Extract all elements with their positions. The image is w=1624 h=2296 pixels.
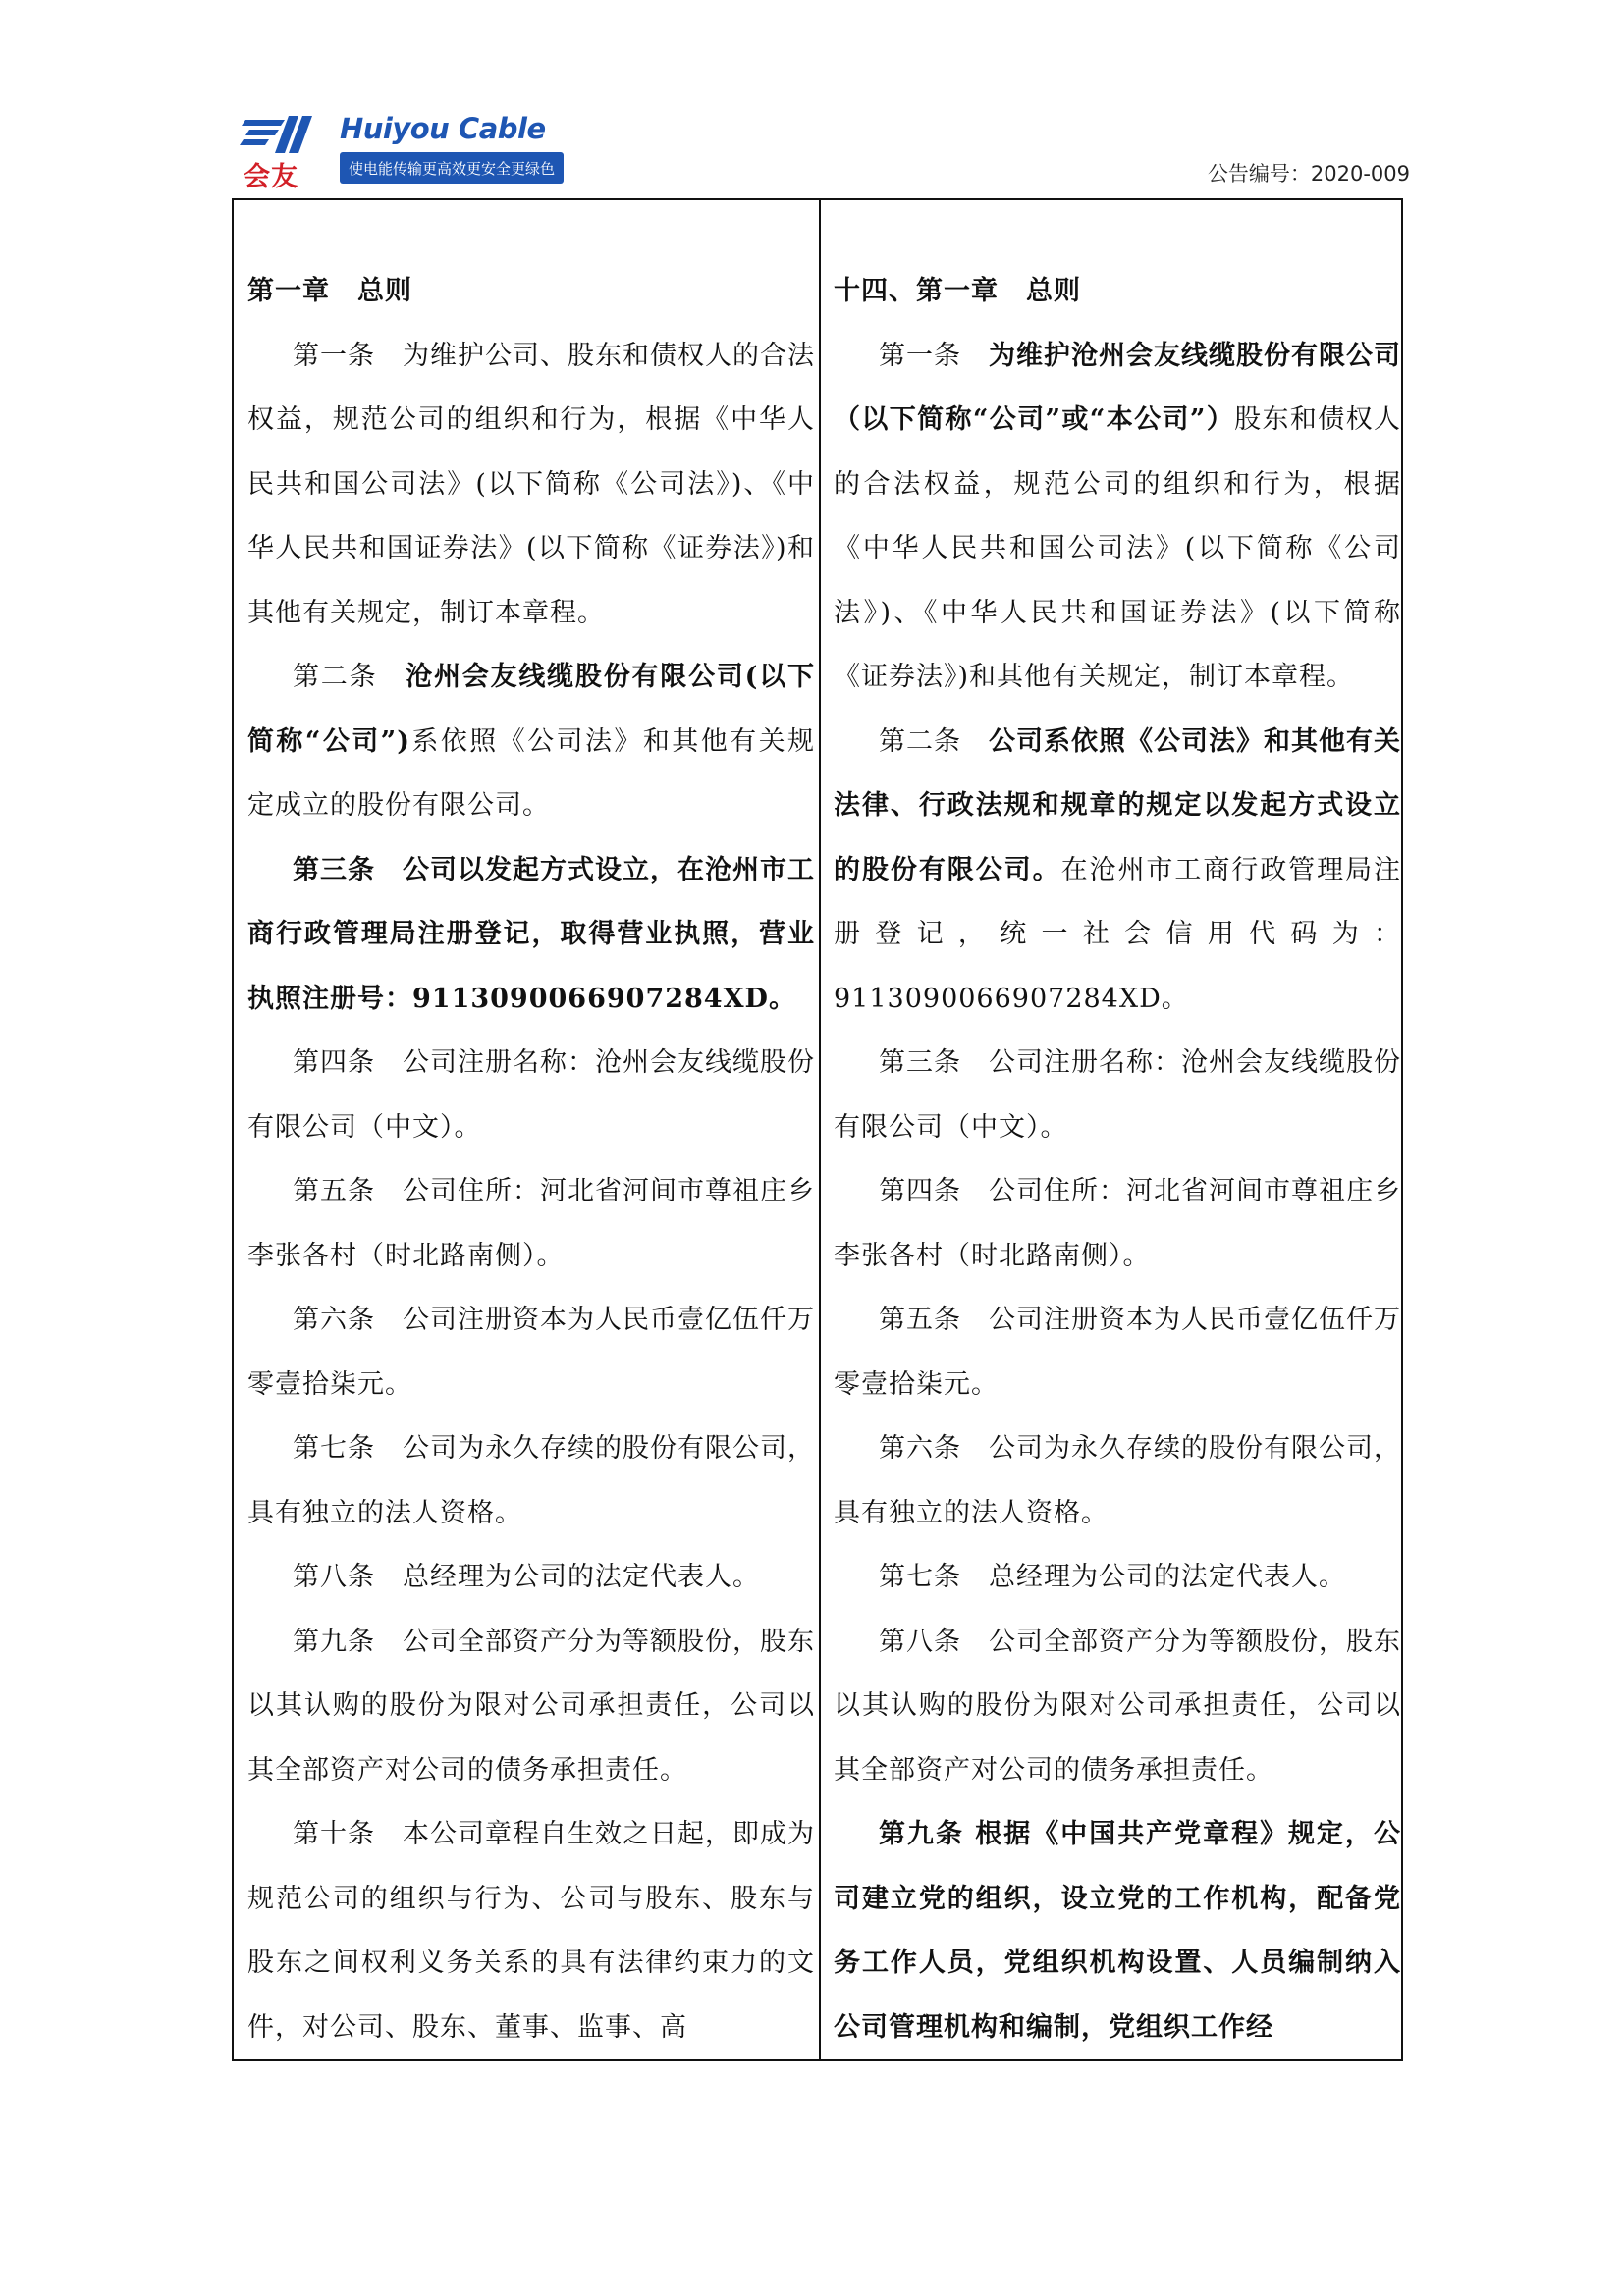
article-paragraph — [247, 645, 815, 838]
article-paragraph: 第八条 公司全部资产分为等额股份，股东以其认购的股份为限对公司承担责任，公司以其全部资产对公司的债务承担责任。 — [834, 1626, 1401, 1786]
article-paragraph: 第七条 总经理为公司的法定代表人。 — [879, 1562, 1346, 1592]
article-text: 股东和债权人的合法权益，规范公司的组织和行为，根据《中华人民共和国公司法》(以下简称《公司法》)、《中华人民共和国证券法》(以下简称《证券法》)和其他有关规定，制订本章程。 — [834, 404, 1401, 692]
article-paragraph: 第四条 公司注册名称：沧州会友线缆股份有限公司（中文）。 — [247, 1047, 815, 1143]
chapter-heading: 第一章 总则 — [247, 276, 412, 306]
article-paragraph: 第五条 公司注册资本为人民币壹亿伍仟万零壹拾柒元。 — [834, 1305, 1401, 1400]
logo-slogan-box — [340, 152, 564, 184]
article-bold-text: 沧州会友线缆股份有限公司(以下简称“公司”) — [247, 662, 816, 757]
article-paragraph: 第三条 公司以发起方式设立，在沧州市工商行政管理局注册登记，取得营业执照，营业执照注册号：9113090066907284XD。 — [247, 854, 815, 1014]
article-number: 第一条 — [879, 340, 989, 371]
article-paragraph — [834, 324, 1401, 710]
article-paragraph: 第十条 本公司章程自生效之日起，即成为规范公司的组织与行为、公司与股东、股东与股东之间权利义务关系的具有法律约束力的文件，对公司、股东、董事、监事、高 — [247, 1819, 815, 2043]
chapter-heading: 十四、第一章 总则 — [834, 276, 1081, 306]
article-text: 在沧州市工商行政管理局注册登记，统一社会信用代码为：9113090066907284XD。 — [834, 854, 1402, 1014]
article-paragraph: 第七条 公司为永久存续的股份有限公司，具有独立的法人资格。 — [247, 1433, 815, 1528]
article-paragraph: 第八条 总经理为公司的法定代表人。 — [293, 1562, 760, 1592]
article-paragraph: 第三条 公司注册名称：沧州会友线缆股份有限公司（中文）。 — [834, 1047, 1401, 1143]
notice-number: 公告编号：2020-009 — [1207, 162, 1410, 186]
logo-english-text: Huiyou Cable — [340, 112, 546, 145]
logo-chinese-text: 会友 — [244, 162, 298, 192]
article-number: 第二条 — [293, 662, 406, 692]
article-paragraph: 第四条 公司住所：河北省河间市尊祖庄乡李张各村（时北路南侧）。 — [834, 1176, 1401, 1271]
article-bold-text: 公司系依照《公司法》和其他有关法律、行政法规和规章的规定以发起方式设立的股份有限公司。 — [834, 725, 1401, 885]
original-articles-column — [247, 259, 815, 2059]
article-number: 第二条 — [879, 725, 989, 757]
revised-articles-column — [834, 259, 1401, 2059]
company-logo — [232, 110, 556, 192]
article-paragraph: 第五条 公司住所：河北省河间市尊祖庄乡李张各村（时北路南侧）。 — [247, 1176, 815, 1271]
article-paragraph: 第一条 为维护公司、股东和债权人的合法权益，规范公司的组织和行为，根据《中华人民共和国公司法》(以下简称《公司法》)、《中华人民共和国证券法》(以下简称《证券法》)和其他有关规定，制订本章程。 — [247, 340, 815, 628]
article-paragraph — [834, 710, 1401, 1032]
article-paragraph: 第六条 公司为永久存续的股份有限公司，具有独立的法人资格。 — [834, 1433, 1401, 1528]
article-paragraph: 第六条 公司注册资本为人民币壹亿伍仟万零壹拾柒元。 — [247, 1305, 815, 1400]
comparison-table — [232, 198, 1403, 2061]
article-text: 系依照《公司法》和其他有关规定成立的股份有限公司。 — [247, 725, 815, 821]
article-paragraph: 第九条 公司全部资产分为等额股份，股东以其认购的股份为限对公司承担责任，公司以其全部资产对公司的债务承担责任。 — [247, 1626, 815, 1786]
logo-slogan: 使电能传输更高效更安全更绿色 — [349, 159, 556, 178]
article-paragraph: 第九条 根据《中国共产党章程》规定，公司建立党的组织，设立党的工作机构，配备党务工作人员，党组织机构设置、人员编制纳入公司管理机构和编制，党组织工作经 — [834, 1819, 1401, 2043]
page-header — [232, 110, 1410, 192]
article-bold-text: 为维护沧州会友线缆股份有限公司（以下简称“公司”或“本公司”） — [834, 340, 1401, 435]
column-divider — [819, 200, 821, 2059]
